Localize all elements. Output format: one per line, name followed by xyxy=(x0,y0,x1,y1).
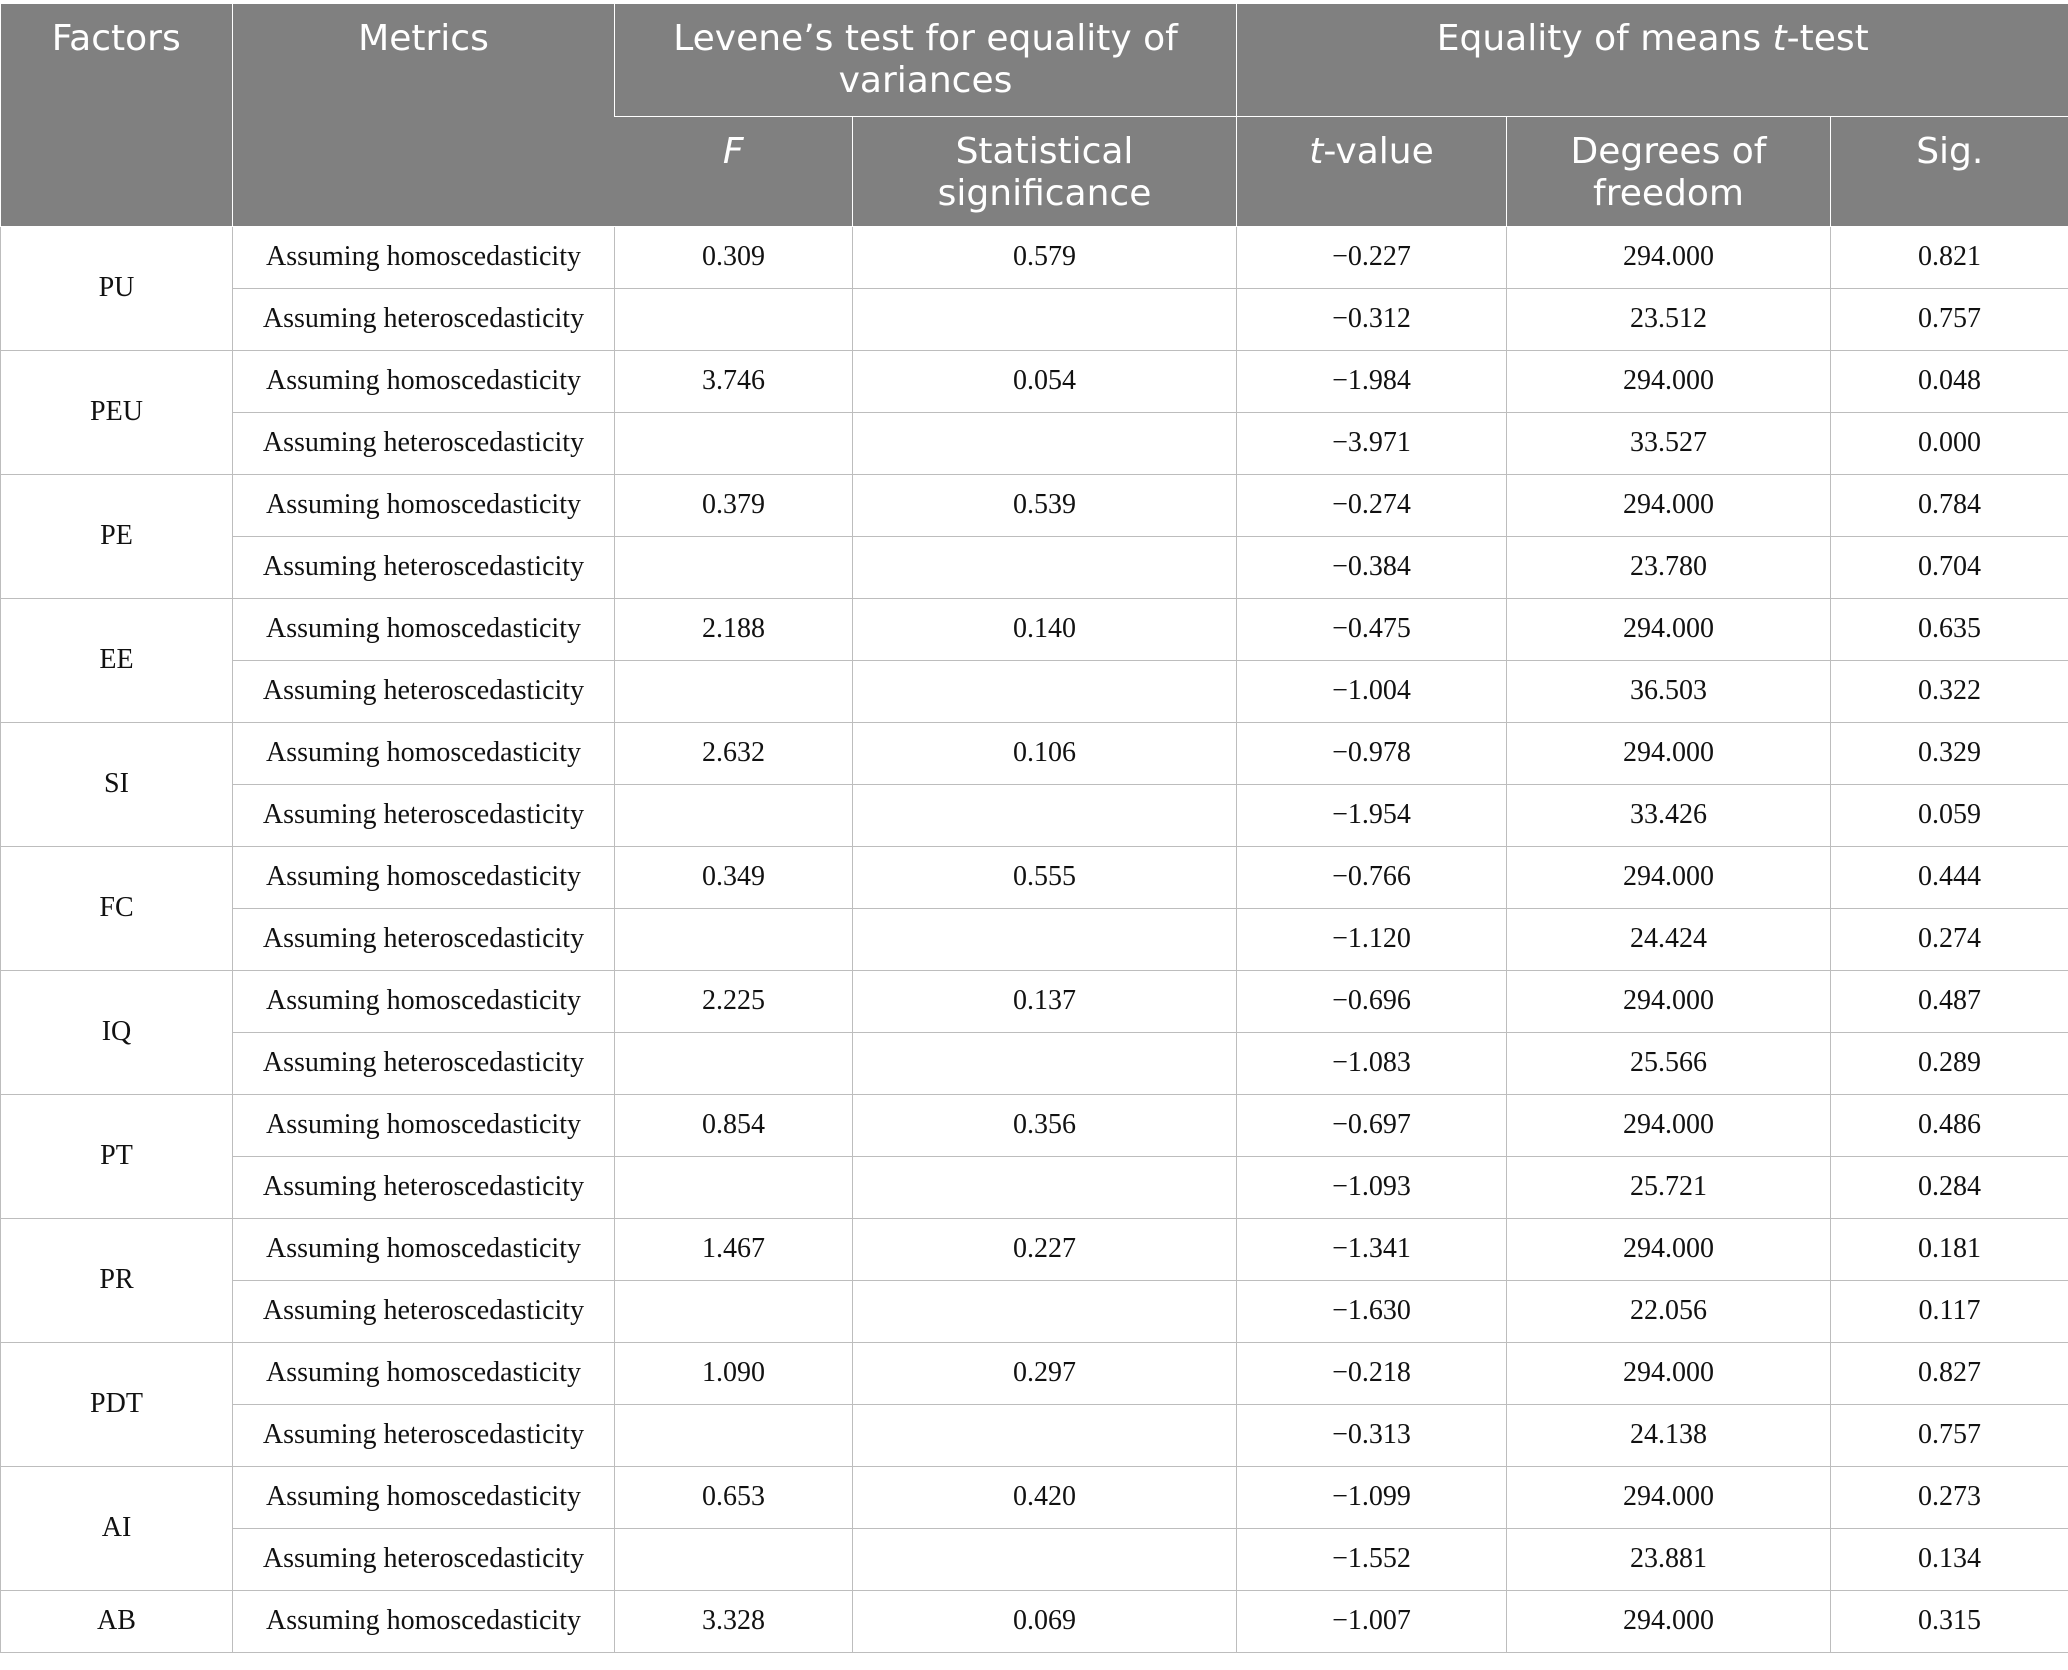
table-row xyxy=(1,846,2068,908)
table-row xyxy=(1,722,2068,784)
sig-cell: 0.048 xyxy=(1831,350,2068,412)
f-cell xyxy=(615,412,853,474)
factor-cell: AB xyxy=(1,1590,233,1652)
factor-cell: PU xyxy=(1,226,233,350)
sig-cell: 0.273 xyxy=(1831,1466,2068,1528)
df-cell: 24.138 xyxy=(1507,1404,1831,1466)
table-row xyxy=(1,598,2068,660)
stat-sig-cell xyxy=(853,1528,1237,1590)
stat-sig-cell: 0.140 xyxy=(853,598,1237,660)
metric-cell: Assuming homoscedasticity xyxy=(233,598,615,660)
stat-sig-cell xyxy=(853,288,1237,350)
metric-cell: Assuming homoscedasticity xyxy=(233,226,615,288)
df-cell: 33.527 xyxy=(1507,412,1831,474)
sig-cell: 0.635 xyxy=(1831,598,2068,660)
sig-cell: 0.315 xyxy=(1831,1590,2068,1652)
header-ttest-t: t xyxy=(1772,18,1787,59)
metric-cell: Assuming heteroscedasticity xyxy=(233,908,615,970)
sig-cell: 0.444 xyxy=(1831,846,2068,908)
stat-sig-cell xyxy=(853,1280,1237,1342)
f-cell: 2.225 xyxy=(615,970,853,1032)
sig-cell: 0.487 xyxy=(1831,970,2068,1032)
header-factors: Factors xyxy=(1,4,233,226)
df-cell: 22.056 xyxy=(1507,1280,1831,1342)
sig-cell: 0.284 xyxy=(1831,1156,2068,1218)
factor-cell: PDT xyxy=(1,1342,233,1466)
f-cell xyxy=(615,1156,853,1218)
table-row xyxy=(1,1590,2068,1652)
t-cell: −0.312 xyxy=(1237,288,1507,350)
stat-sig-cell: 0.356 xyxy=(853,1094,1237,1156)
table-row xyxy=(1,1280,2068,1342)
stat-sig-cell: 0.420 xyxy=(853,1466,1237,1528)
f-cell: 2.632 xyxy=(615,722,853,784)
sig-cell: 0.704 xyxy=(1831,536,2068,598)
table-row xyxy=(1,1466,2068,1528)
factor-cell: FC xyxy=(1,846,233,970)
f-cell xyxy=(615,536,853,598)
metric-cell: Assuming heteroscedasticity xyxy=(233,1156,615,1218)
stat-sig-cell: 0.137 xyxy=(853,970,1237,1032)
table-row xyxy=(1,350,2068,412)
f-cell: 3.746 xyxy=(615,350,853,412)
df-cell: 294.000 xyxy=(1507,722,1831,784)
sig-cell: 0.329 xyxy=(1831,722,2068,784)
f-cell: 0.379 xyxy=(615,474,853,536)
table-body xyxy=(1,226,2068,1652)
stat-sig-cell xyxy=(853,908,1237,970)
t-cell: −1.093 xyxy=(1237,1156,1507,1218)
metric-cell: Assuming homoscedasticity xyxy=(233,1466,615,1528)
table-row xyxy=(1,1094,2068,1156)
header-sig: Sig. xyxy=(1831,116,2068,226)
t-cell: −1.954 xyxy=(1237,784,1507,846)
t-cell: −0.475 xyxy=(1237,598,1507,660)
df-cell: 23.512 xyxy=(1507,288,1831,350)
df-cell: 294.000 xyxy=(1507,1342,1831,1404)
metric-cell: Assuming heteroscedasticity xyxy=(233,412,615,474)
table-row xyxy=(1,970,2068,1032)
table-row xyxy=(1,288,2068,350)
stat-sig-cell xyxy=(853,660,1237,722)
t-cell: −1.630 xyxy=(1237,1280,1507,1342)
f-cell xyxy=(615,660,853,722)
f-cell xyxy=(615,908,853,970)
header-ttest-pre: Equality of means xyxy=(1436,18,1773,59)
df-cell: 294.000 xyxy=(1507,1590,1831,1652)
stat-sig-cell xyxy=(853,1032,1237,1094)
metric-cell: Assuming homoscedasticity xyxy=(233,474,615,536)
sig-cell: 0.274 xyxy=(1831,908,2068,970)
df-cell: 294.000 xyxy=(1507,1094,1831,1156)
stat-sig-cell: 0.297 xyxy=(853,1342,1237,1404)
t-cell: −0.227 xyxy=(1237,226,1507,288)
t-cell: −0.218 xyxy=(1237,1342,1507,1404)
header-tvalue-t: t xyxy=(1309,130,1324,172)
t-cell: −0.274 xyxy=(1237,474,1507,536)
header-levene: Levene’s test for equality of variances xyxy=(615,4,1237,116)
sig-cell: 0.322 xyxy=(1831,660,2068,722)
table-row xyxy=(1,784,2068,846)
stat-sig-cell: 0.054 xyxy=(853,350,1237,412)
table-row xyxy=(1,474,2068,536)
sig-cell: 0.117 xyxy=(1831,1280,2068,1342)
df-cell: 23.881 xyxy=(1507,1528,1831,1590)
metric-cell: Assuming heteroscedasticity xyxy=(233,1404,615,1466)
df-cell: 294.000 xyxy=(1507,474,1831,536)
f-cell xyxy=(615,1528,853,1590)
metric-cell: Assuming heteroscedasticity xyxy=(233,1528,615,1590)
header-metrics: Metrics xyxy=(233,4,615,226)
t-cell: −1.120 xyxy=(1237,908,1507,970)
t-cell: −0.696 xyxy=(1237,970,1507,1032)
sig-cell: 0.059 xyxy=(1831,784,2068,846)
table-row xyxy=(1,1342,2068,1404)
factor-cell: IQ xyxy=(1,970,233,1094)
metric-cell: Assuming heteroscedasticity xyxy=(233,1280,615,1342)
df-cell: 294.000 xyxy=(1507,1218,1831,1280)
stat-sig-cell: 0.069 xyxy=(853,1590,1237,1652)
metric-cell: Assuming homoscedasticity xyxy=(233,350,615,412)
sig-cell: 0.821 xyxy=(1831,226,2068,288)
t-cell: −1.341 xyxy=(1237,1218,1507,1280)
metric-cell: Assuming heteroscedasticity xyxy=(233,1032,615,1094)
sig-cell: 0.757 xyxy=(1831,1404,2068,1466)
factor-cell: SI xyxy=(1,722,233,846)
stat-sig-cell: 0.227 xyxy=(853,1218,1237,1280)
stat-sig-cell xyxy=(853,784,1237,846)
df-cell: 36.503 xyxy=(1507,660,1831,722)
t-cell: −3.971 xyxy=(1237,412,1507,474)
header-f xyxy=(615,116,853,226)
factor-cell: AI xyxy=(1,1466,233,1590)
factor-cell: PR xyxy=(1,1218,233,1342)
df-cell: 294.000 xyxy=(1507,846,1831,908)
metric-cell: Assuming homoscedasticity xyxy=(233,722,615,784)
t-cell: −1.004 xyxy=(1237,660,1507,722)
sig-cell: 0.000 xyxy=(1831,412,2068,474)
f-cell xyxy=(615,1404,853,1466)
f-cell: 0.349 xyxy=(615,846,853,908)
f-cell: 3.328 xyxy=(615,1590,853,1652)
metric-cell: Assuming homoscedasticity xyxy=(233,1342,615,1404)
metric-cell: Assuming homoscedasticity xyxy=(233,1218,615,1280)
sig-cell: 0.486 xyxy=(1831,1094,2068,1156)
df-cell: 294.000 xyxy=(1507,970,1831,1032)
sig-cell: 0.784 xyxy=(1831,474,2068,536)
t-cell: −1.083 xyxy=(1237,1032,1507,1094)
stat-sig-cell: 0.539 xyxy=(853,474,1237,536)
sig-cell: 0.757 xyxy=(1831,288,2068,350)
metric-cell: Assuming homoscedasticity xyxy=(233,1094,615,1156)
df-cell: 294.000 xyxy=(1507,598,1831,660)
factor-cell: PT xyxy=(1,1094,233,1218)
table-row xyxy=(1,908,2068,970)
t-cell: −0.384 xyxy=(1237,536,1507,598)
f-cell: 1.467 xyxy=(615,1218,853,1280)
stat-sig-cell xyxy=(853,536,1237,598)
f-cell: 0.854 xyxy=(615,1094,853,1156)
f-cell xyxy=(615,784,853,846)
df-cell: 294.000 xyxy=(1507,350,1831,412)
table-row xyxy=(1,1218,2068,1280)
t-cell: −0.697 xyxy=(1237,1094,1507,1156)
t-cell: −1.552 xyxy=(1237,1528,1507,1590)
t-cell: −0.978 xyxy=(1237,722,1507,784)
df-cell: 25.721 xyxy=(1507,1156,1831,1218)
table-row xyxy=(1,1528,2068,1590)
f-cell: 0.653 xyxy=(615,1466,853,1528)
header-ttest-post: -test xyxy=(1786,18,1869,59)
t-cell: −0.313 xyxy=(1237,1404,1507,1466)
header-df: Degrees of freedom xyxy=(1507,116,1831,226)
stat-sig-cell: 0.579 xyxy=(853,226,1237,288)
metric-cell: Assuming heteroscedasticity xyxy=(233,536,615,598)
t-cell: −1.007 xyxy=(1237,1590,1507,1652)
stat-sig-cell xyxy=(853,1404,1237,1466)
table-row xyxy=(1,536,2068,598)
factor-cell: EE xyxy=(1,598,233,722)
table-row xyxy=(1,412,2068,474)
sig-cell: 0.827 xyxy=(1831,1342,2068,1404)
f-cell: 0.309 xyxy=(615,226,853,288)
f-cell xyxy=(615,1032,853,1094)
factor-cell: PEU xyxy=(1,350,233,474)
sig-cell: 0.134 xyxy=(1831,1528,2068,1590)
table-row xyxy=(1,660,2068,722)
stat-sig-cell: 0.555 xyxy=(853,846,1237,908)
levene-ttest-table xyxy=(0,4,2068,1653)
df-cell: 23.780 xyxy=(1507,536,1831,598)
df-cell: 33.426 xyxy=(1507,784,1831,846)
stat-sig-cell xyxy=(853,412,1237,474)
header-f-label: F xyxy=(722,130,744,172)
table-row xyxy=(1,1404,2068,1466)
header-tvalue xyxy=(1237,116,1507,226)
metric-cell: Assuming heteroscedasticity xyxy=(233,660,615,722)
metric-cell: Assuming homoscedasticity xyxy=(233,1590,615,1652)
f-cell xyxy=(615,1280,853,1342)
sig-cell: 0.289 xyxy=(1831,1032,2068,1094)
metric-cell: Assuming homoscedasticity xyxy=(233,970,615,1032)
f-cell: 2.188 xyxy=(615,598,853,660)
t-cell: −1.099 xyxy=(1237,1466,1507,1528)
table-row xyxy=(1,226,2068,288)
stat-sig-cell xyxy=(853,1156,1237,1218)
df-cell: 24.424 xyxy=(1507,908,1831,970)
t-cell: −1.984 xyxy=(1237,350,1507,412)
df-cell: 294.000 xyxy=(1507,226,1831,288)
f-cell xyxy=(615,288,853,350)
header-ttest xyxy=(1237,4,2068,116)
metric-cell: Assuming homoscedasticity xyxy=(233,846,615,908)
t-cell: −0.766 xyxy=(1237,846,1507,908)
factor-cell: PE xyxy=(1,474,233,598)
df-cell: 25.566 xyxy=(1507,1032,1831,1094)
metric-cell: Assuming heteroscedasticity xyxy=(233,784,615,846)
header-tvalue-post: -value xyxy=(1323,130,1434,172)
table-row xyxy=(1,1032,2068,1094)
metric-cell: Assuming heteroscedasticity xyxy=(233,288,615,350)
stat-sig-cell: 0.106 xyxy=(853,722,1237,784)
table-row xyxy=(1,1156,2068,1218)
sig-cell: 0.181 xyxy=(1831,1218,2068,1280)
f-cell: 1.090 xyxy=(615,1342,853,1404)
table-header xyxy=(1,4,2068,226)
header-stat-sig: Statistical significance xyxy=(853,116,1237,226)
df-cell: 294.000 xyxy=(1507,1466,1831,1528)
